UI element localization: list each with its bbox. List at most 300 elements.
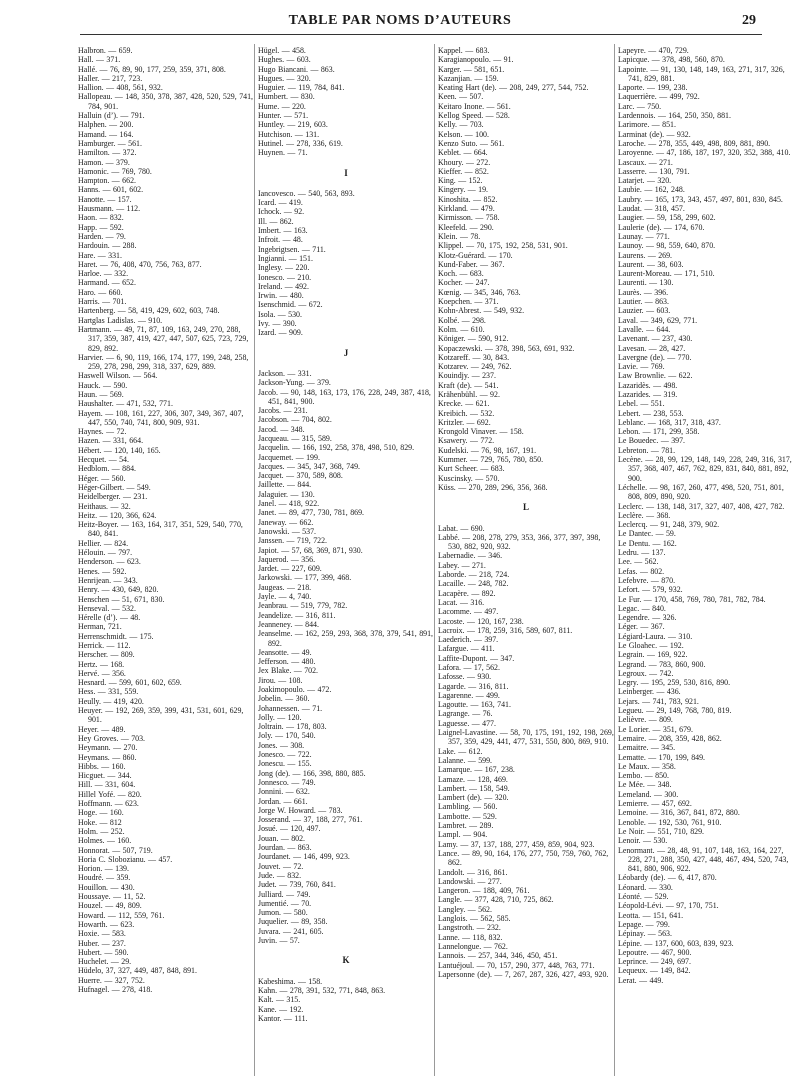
index-entry: Labbé. — 208, 278, 279, 353, 366, 377, 397, 398, 530, 882, 920, 932.	[438, 532, 601, 552]
index-entry: Henschen — 51, 671, 830.	[78, 594, 165, 604]
index-entry: Judet. — 739, 760, 841.	[258, 880, 336, 890]
index-entry: Lepoutre. — 467, 900.	[618, 947, 692, 957]
index-entry: Horia C. Slobozianu. — 457.	[78, 854, 173, 864]
index-entry: Leprince. — 249, 697.	[618, 957, 691, 967]
index-entry: Houillon. — 430.	[78, 882, 135, 892]
page-header	[0, 0, 800, 40]
index-entry: Hecquet. — 54.	[78, 455, 129, 465]
index-entry: Hallion. — 408, 561, 932.	[78, 83, 163, 93]
index-entry: Kœnig. — 345, 346, 763.	[438, 287, 521, 297]
index-entry: Landolt. — 316, 861.	[438, 867, 508, 877]
index-entry: Kappel. — 683.	[438, 46, 490, 55]
index-entry: Kuscinsky. — 570.	[438, 473, 500, 483]
index-entry: Horion. — 139.	[78, 864, 129, 874]
index-entry: Isola. — 530.	[258, 309, 302, 319]
index-entry: Jumentié. — 70.	[258, 898, 312, 908]
index-entry: Lavesan. — 28, 427.	[618, 343, 686, 353]
index-entry: Langlois. — 562, 585.	[438, 914, 511, 924]
index-entry: Kotzareff. — 30, 843.	[438, 352, 510, 362]
index-entry: Henseval. — 532.	[78, 603, 136, 613]
index-entry: Hamand. — 164.	[78, 129, 134, 139]
index-entry: Lépine. — 137, 600, 603, 839, 923.	[618, 938, 734, 948]
index-entry: Hallé. — 76, 89, 90, 177, 259, 359, 371, 808.	[78, 64, 226, 74]
index-entry: Lardennois. — 164, 250, 350, 881.	[618, 111, 731, 121]
index-entry: Le Lorier. — 351, 679.	[618, 724, 693, 734]
index-entry: Laulerie (de). — 174, 670.	[618, 222, 705, 232]
index-entry: Hillel Yofé. — 820.	[78, 789, 142, 799]
index-entry: Lépinay. — 563.	[618, 929, 672, 939]
index-entry: Latarjet. — 320.	[618, 176, 672, 186]
index-entry: Hoffmann. — 623.	[78, 799, 139, 809]
index-entry: Hare. — 331.	[78, 250, 122, 260]
index-entry: Ill. — 862.	[258, 216, 294, 226]
index-entry: Lemierre. — 457, 692.	[618, 799, 692, 809]
index-entry: Lazaridès. — 498.	[618, 380, 678, 390]
index-entry: Kritzler. — 692.	[438, 417, 491, 427]
index-entry: Lance. — 89, 90, 164, 176, 277, 750, 759, 760, 762, 862.	[438, 848, 609, 868]
index-entry: Hauck. — 590.	[78, 380, 128, 390]
index-entry: Laroyenne. — 47, 186, 187, 197, 320, 352, 388, 410.	[618, 148, 791, 158]
index-entry: Keen. — 507.	[438, 92, 484, 102]
index-entry: Lacat. — 316.	[438, 597, 485, 607]
index-entry: Leinberger. — 436.	[618, 687, 681, 697]
index-entry: Hüdelo, 37, 327, 449, 487, 848, 891.	[78, 966, 197, 976]
index-entry: Huerre. — 327, 752.	[78, 975, 145, 985]
index-entry: Kahn. — 278, 391, 532, 771, 848, 863.	[258, 985, 386, 995]
index-entry: Lamarque. — 167, 238.	[438, 765, 515, 775]
index-entry: Hazen. — 331, 664.	[78, 436, 144, 446]
index-entry: Heymann. — 270.	[78, 743, 138, 753]
index-entry: Hébert. — 120, 140, 165.	[78, 445, 161, 455]
index-entry: Lanne. — 118, 832.	[438, 932, 503, 942]
index-entry: Léonard. — 330.	[618, 882, 673, 892]
index-entry: Krongold Vinaver. — 158.	[438, 427, 524, 437]
index-entry: Lacaille. — 248, 782.	[438, 579, 509, 589]
index-entry: Hutchison. — 131.	[258, 129, 320, 139]
index-entry: Labernadie. — 346.	[438, 551, 503, 561]
index-entry: Laffite-Dupont. — 347.	[438, 653, 515, 663]
index-entry: Laporte. — 199, 238.	[618, 83, 688, 93]
index-entry: Houdré. — 359.	[78, 873, 131, 883]
index-entry: King. — 152.	[438, 176, 483, 186]
index-entry: Kocher. — 247.	[438, 278, 490, 288]
index-entry: Henrijean. — 343.	[78, 575, 138, 585]
index-entry: Ingebrigtsen. — 711.	[258, 244, 326, 254]
index-entry: Huntley. — 219, 603.	[258, 120, 328, 130]
index-entry: Jordan. — 661.	[258, 796, 308, 806]
index-entry: Jonnini. — 632.	[258, 787, 310, 797]
index-entry: Haun. — 569.	[78, 389, 124, 399]
index-entry: Henes. — 592.	[78, 566, 127, 576]
index-entry: Hoxie. — 583.	[78, 929, 126, 939]
index-entry: Kund-Faber. — 367.	[438, 259, 505, 269]
index-entry: Kane. — 192.	[258, 1004, 304, 1014]
index-entry: Héger. — 560.	[78, 473, 126, 483]
column-divider	[254, 44, 255, 1076]
index-entry: Larc. — 750.	[618, 101, 662, 111]
page-number: 29	[742, 13, 756, 28]
index-entry: Harden. — 79.	[78, 231, 126, 241]
index-entry: Jourdan. — 863.	[258, 843, 312, 853]
index-entry: Hausmann. — 112.	[78, 204, 141, 214]
index-entry: Jeansotte. — 49.	[258, 647, 312, 657]
index-entry: Joakimopoulo. — 472.	[258, 685, 332, 694]
index-entry: Hicguet. — 344.	[78, 771, 132, 781]
index-entry: Kopaczewski. — 378, 398, 563, 691, 932.	[438, 343, 575, 353]
index-entry: Jorge W. Howard. — 783.	[258, 805, 343, 815]
index-entry: Lebon. — 171, 299, 358.	[618, 427, 700, 437]
index-entry: Lematte. — 170, 199, 849.	[618, 752, 706, 762]
index-column-4	[618, 46, 796, 1076]
index-entry: Houzel. — 49, 809.	[78, 901, 142, 911]
index-entry: Hanotte. — 157.	[78, 194, 132, 204]
index-entry: Le Fur. — 170, 458, 769, 780, 781, 782, 784.	[618, 594, 766, 604]
index-entry: Küss. — 270, 289, 296, 356, 368.	[438, 482, 548, 492]
index-entry: Lascaux. — 271.	[618, 157, 673, 167]
index-entry: Hampton. — 662.	[78, 176, 136, 186]
index-entry: Harmand. — 652.	[78, 278, 136, 288]
index-entry: Humbert. — 830.	[258, 92, 315, 102]
index-entry: Le Mée. — 348.	[618, 780, 672, 790]
index-entry: Janowski. — 537.	[258, 526, 316, 536]
index-entry: Ksawery. — 772.	[438, 436, 495, 446]
column-divider	[434, 44, 435, 1076]
index-entry: Lannelongue. — 762.	[438, 941, 508, 951]
index-entry: Landowski. — 277.	[438, 876, 502, 886]
index-entry: Lampl. — 904.	[438, 830, 488, 840]
index-entry: Hervé. — 356.	[78, 668, 126, 678]
section-letter: I	[344, 167, 348, 178]
index-entry: Lagrange. — 76.	[438, 709, 493, 719]
index-entry: Kabeshima. — 158.	[258, 976, 323, 986]
index-entry: Lake. — 612.	[438, 746, 483, 756]
index-entry: Jaquerod. — 356.	[258, 554, 316, 564]
index-entry: Kolbé. — 298.	[438, 315, 486, 325]
index-entry: Lembo. — 850.	[618, 771, 669, 781]
index-entry: Laval. — 349, 629, 771.	[618, 315, 698, 325]
index-entry: Launoy. — 98, 559, 640, 870.	[618, 241, 716, 251]
index-entry: Janssen. — 719, 722.	[258, 536, 328, 546]
index-entry: Laederich. — 397.	[438, 635, 499, 645]
index-entry: Howard. — 112, 559, 761.	[78, 910, 165, 920]
section-letter: L	[522, 502, 529, 513]
index-entry: Lafora. — 17, 562.	[438, 663, 500, 672]
index-entry: Lebel. — 551.	[618, 399, 665, 409]
index-entry: Lasserre. — 130, 791.	[618, 166, 690, 176]
index-entry: Lecène. — 28, 99, 129, 148, 149, 228, 249, 316, 317, 357, 368, 407, 467, 762, 829, 831, 840, 881, 892, 900.	[618, 455, 792, 483]
index-entry: Léonté. — 529.	[618, 892, 669, 902]
index-entry: Lenormant. — 28, 48, 91, 107, 148, 163, 164, 227, 228, 271, 288, 350, 427, 448, 467, 494, 520, 743, 841, 880, 906, 922.	[618, 845, 789, 874]
index-entry: Hubert. — 590.	[78, 947, 129, 957]
index-entry: Langeron. — 188, 409, 761.	[438, 886, 530, 896]
index-entry: Law Brownlie. — 622.	[618, 371, 693, 381]
index-entry: Halphen. — 200.	[78, 120, 134, 130]
index-entry: Jirou. — 108.	[258, 675, 303, 685]
index-entry: Kelly. — 703.	[438, 120, 484, 130]
index-entry: Juquelier. — 89, 358.	[258, 917, 328, 927]
index-entry: Koepchen. — 371.	[438, 297, 499, 307]
index-entry: Haon. — 832.	[78, 213, 124, 223]
index-entry: Koch. — 683.	[438, 269, 484, 279]
index-entry: Ledru. — 137.	[618, 548, 666, 558]
index-entry: Jobelin. — 360.	[258, 694, 310, 704]
index-entry: Hughes. — 603.	[258, 55, 311, 65]
index-entry: Karger. — 581, 651.	[438, 64, 505, 74]
index-entry: Jaugeas. — 218.	[258, 582, 312, 592]
index-entry: Lemaire. — 208, 359, 428, 862.	[618, 733, 722, 743]
index-entry: Klippel. — 70, 175, 192, 258, 531, 901.	[438, 241, 568, 251]
index-entry: Jaillette. — 844.	[258, 480, 312, 490]
index-entry: Jalaguier. — 130.	[258, 489, 315, 499]
index-entry: Langle. — 377, 428, 710, 725, 862.	[438, 895, 554, 905]
index-entry: Howarth. — 623.	[78, 919, 135, 929]
index-entry: Henderson. — 623.	[78, 557, 141, 567]
index-entry: Lamaze. — 128, 469.	[438, 774, 508, 784]
index-entry: Haret. — 76, 408, 470, 756, 763, 877.	[78, 259, 202, 269]
index-entry: Lambret. — 289.	[438, 821, 494, 831]
index-entry: Imbert. — 163.	[258, 226, 308, 236]
index-entry: Kouindjy. — 237.	[438, 371, 496, 381]
index-entry: Laurenti. — 130.	[618, 278, 674, 288]
index-entry: Hufnagel. — 278, 418.	[78, 984, 153, 994]
index-entry: Kalt. — 315.	[258, 995, 301, 1005]
index-entry: Lelièvre. — 809.	[618, 715, 673, 725]
index-entry: Henry. — 430, 649, 820.	[78, 585, 159, 595]
index-entry: Langstroth. — 232.	[438, 923, 501, 933]
index-entry: Langley. — 562.	[438, 904, 492, 914]
index-entry: Jouvet. — 72.	[258, 861, 304, 871]
index-entry: Lebert. — 238, 553.	[618, 408, 684, 418]
index-entry: Lacroix. — 178, 259, 316, 589, 607, 811.	[438, 625, 573, 635]
index-entry: Herman, 721.	[78, 622, 122, 632]
index-entry: Lavergne (de). — 770.	[618, 352, 692, 362]
index-entry: Jacques. — 345, 347, 368, 749.	[258, 461, 360, 471]
index-entry: Jex Blake. — 702.	[258, 666, 319, 676]
index-entry: Ionesco. — 210.	[258, 272, 312, 282]
index-entry: Hesnard. — 599, 601, 602, 659.	[78, 678, 182, 688]
index-entry: Kurt Scheer. — 683.	[438, 464, 505, 474]
index-entry: Jonnesco. — 749.	[258, 777, 316, 787]
index-entry: Lapicque. — 378, 498, 560, 870.	[618, 55, 725, 65]
index-entry: Laurens. — 269.	[618, 250, 673, 260]
index-entry: Hoke. — 812	[78, 817, 122, 827]
index-entry: Lautier. — 863.	[618, 297, 669, 307]
index-entry: Krecke. — 621.	[438, 399, 490, 409]
index-entry: Heully. — 419, 420.	[78, 696, 144, 706]
index-entry: Jonesco. — 722.	[258, 750, 312, 760]
index-entry: Lebreton. — 781.	[618, 445, 676, 455]
index-entry: Lambotte. — 529.	[438, 811, 497, 821]
index-entry: Jourdanet. — 146, 499, 923.	[258, 852, 350, 862]
index-entry: Haro. — 660.	[78, 287, 123, 297]
index-entry: Iancovesco. — 540, 563, 893.	[258, 188, 355, 198]
index-entry: Hayem. — 108, 161, 227, 306, 307, 349, 367, 407, 447, 550, 740, 741, 800, 909, 931.	[78, 408, 244, 427]
index-entry: Le Dantec. — 59.	[618, 529, 676, 539]
index-entry: Laubie. — 162, 248.	[618, 185, 685, 195]
index-entry: Laubry. — 165, 173, 343, 457, 497, 801, 830, 845.	[618, 194, 783, 204]
column-divider	[614, 44, 615, 1076]
index-entry: Lavenant. — 237, 430.	[618, 334, 693, 344]
index-entry: Lavalle. — 644.	[618, 324, 671, 334]
index-entry: Heuyer. — 192, 269, 359, 399, 431, 531, 601, 629, 901.	[78, 706, 244, 725]
index-entry: Leclère. — 368.	[618, 510, 671, 520]
index-entry: Haswell Wilson. — 564.	[78, 371, 158, 381]
index-entry: Lapeyre. — 470, 729.	[618, 46, 689, 55]
index-entry: Ingianni. — 151.	[258, 253, 313, 263]
index-column-1	[78, 46, 254, 1076]
index-entry: Ichock. — 92.	[258, 207, 305, 217]
index-entry: Larimore. — 851.	[618, 120, 676, 130]
index-entry: Lamy. — 37, 137, 188, 277, 459, 859, 904, 923.	[438, 839, 595, 849]
index-entry: Lavie. — 769.	[618, 362, 665, 372]
index-entry: Ireland. — 492.	[258, 281, 309, 291]
index-entry: Legroux. — 742.	[618, 668, 674, 678]
index-entry: Leotta. — 151, 641.	[618, 910, 684, 920]
index-entry: Lenoble. — 192, 530, 761, 910.	[618, 817, 722, 827]
index-entry: Jacqueau. — 315, 589.	[258, 433, 332, 443]
index-entry: Laurès. — 396.	[618, 287, 669, 297]
index-entry: Larminat (de). — 932.	[618, 129, 691, 139]
index-entry: Lemaitre. — 345.	[618, 743, 676, 753]
index-entry: Kelson. — 100.	[438, 129, 489, 139]
index-entry: Huber. — 237.	[78, 938, 126, 948]
index-entry: Hérelle (d’). — 48.	[78, 613, 141, 623]
index-entry: Hellier. — 824.	[78, 538, 129, 548]
index-entry: Léger. — 367.	[618, 622, 665, 632]
index-entry: Khoury. — 272.	[438, 157, 491, 167]
index-entry: Herrenschmidt. — 175.	[78, 631, 154, 641]
index-entry: Inglesy. — 220.	[258, 263, 310, 273]
index-entry: Herscher. — 809.	[78, 650, 135, 660]
index-entry: Lacomme. — 497.	[438, 607, 499, 617]
index-entry: Laugier. — 59, 158, 299, 602.	[618, 213, 716, 223]
index-entry: Lee. — 562.	[618, 557, 659, 567]
index-entry: Laroche. — 278, 355, 449, 498, 809, 881, 890.	[618, 138, 771, 148]
index-entry: Hartmann. — 49, 71, 87, 109, 163, 249, 270, 288, 317, 359, 387, 419, 427, 447, 507, 625, 723, 729, 829, 892.	[78, 324, 249, 353]
index-entry: Huguier. — 119, 784, 841.	[258, 83, 345, 93]
index-entry: Jeandelize. — 316, 811.	[258, 610, 336, 620]
index-entry: Hibbs. — 160.	[78, 761, 126, 771]
index-entry: Legry. — 195, 259, 530, 816, 890.	[618, 678, 731, 688]
index-entry: Lagarde. — 316, 811.	[438, 681, 509, 691]
index-entry: Kolm. — 610.	[438, 324, 485, 334]
index-entry: Kinoshita. — 852.	[438, 194, 498, 204]
index-entry: Juvara. — 241, 605.	[258, 926, 324, 936]
index-entry: Isenschmid. — 672.	[258, 300, 323, 310]
index-entry: Hugo Biancani. — 863.	[258, 64, 335, 74]
section-letter: J	[343, 347, 349, 358]
index-entry: Hamilton. — 372.	[78, 148, 137, 158]
index-entry: Lacoste. — 120, 167, 238.	[438, 616, 524, 626]
index-entry: Lafargue. — 411.	[438, 644, 495, 654]
index-entry: Jeanneney. — 844.	[258, 619, 319, 629]
index-entry: Léchelle. — 98, 167, 260, 477, 498, 520, 751, 801, 808, 809, 890, 920.	[618, 482, 784, 502]
index-entry: Lagoutte. — 163, 741.	[438, 700, 511, 710]
index-entry: Le Maux. — 358.	[618, 761, 676, 771]
index-entry: Harloe. — 332.	[78, 269, 129, 279]
index-entry: Lauzier. — 603.	[618, 306, 671, 316]
index-entry: Léopold-Lévi. — 97, 170, 751.	[618, 901, 719, 911]
index-entry: Johannessen. — 71.	[258, 703, 323, 713]
index-entry: Lantuéjoul. — 70, 157, 290, 377, 448, 763, 771.	[438, 960, 595, 970]
index-entry: Lepage. — 799.	[618, 919, 670, 929]
index-entry: Laignel-Lavastine. — 58, 70, 175, 191, 192, 198, 269, 357, 359, 429, 441, 477, 531, 550, 800, 869, 910.	[438, 728, 614, 747]
index-entry: Heidelberger. — 231.	[78, 492, 148, 502]
index-entry: Kraft (de). — 541.	[438, 380, 499, 390]
running-title: TABLE PAR NOMS D’AUTEURS	[288, 13, 512, 28]
index-entry: Jouan. — 802.	[258, 833, 306, 843]
index-entry: Lejars. — 741, 783, 921.	[618, 696, 699, 706]
index-entry: Jackson-Yung. — 379.	[258, 378, 331, 388]
index-entry: Lacapère. — 892.	[438, 588, 496, 598]
index-entry: Heithaus. — 32.	[78, 501, 131, 511]
index-entry: Laquerrière. — 499, 792.	[618, 92, 700, 102]
index-entry: Kummer. — 729, 765, 780, 850.	[438, 455, 544, 465]
index-entry: Haushalter. — 471, 532, 771.	[78, 399, 173, 409]
index-entry: Jolly. — 120.	[258, 712, 302, 722]
index-entry: Hume. — 220.	[258, 101, 306, 111]
index-entry: Haynes. — 72.	[78, 427, 127, 437]
index-entry: Krähenbühl. — 92.	[438, 389, 500, 399]
index-entry: Lemoine. — 316, 367, 841, 872, 880.	[618, 808, 740, 818]
index-entry: Hutinel. — 278, 336, 619.	[258, 138, 343, 148]
index-entry: Le Dentu. — 162.	[618, 538, 677, 548]
index-entry: Jones. — 308.	[258, 740, 305, 750]
index-entry: Labat. — 690.	[438, 523, 485, 533]
index-entry: Hardouin. — 288.	[78, 241, 137, 251]
index-entry: Le Noir. — 551, 710, 829.	[618, 826, 705, 836]
index-entry: Jacquemet. — 199.	[258, 452, 320, 462]
index-entry: Jayle. — 4, 740.	[258, 592, 312, 602]
index-entry: Jefferson. — 480.	[258, 657, 316, 667]
index-entry: Lefas. — 802.	[618, 566, 665, 576]
index-entry: Jacob. — 90, 148, 163, 173, 176, 228, 249, 387, 418, 451, 841, 900.	[258, 387, 431, 406]
index-entry: Hey Groves. — 703.	[78, 733, 146, 743]
index-entry: Jacobson. — 704, 802.	[258, 415, 332, 425]
index-entry: Kieffer. — 852.	[438, 166, 489, 176]
section-letter: K	[342, 955, 350, 966]
index-entry: Hunter. — 571.	[258, 111, 309, 121]
index-entry: Legac. — 840.	[618, 603, 666, 613]
index-column-2	[258, 46, 434, 1076]
index-entry: Karagianopoulo. — 91.	[438, 55, 514, 65]
index-entry: Hess. — 331, 559.	[78, 687, 139, 697]
header-rule	[80, 34, 762, 35]
index-entry: Lapointe. — 91, 130, 148, 149, 163, 271, 317, 326, 741, 829, 881.	[618, 64, 785, 83]
index-entry: Haller. — 217, 723.	[78, 73, 143, 83]
index-entry: Hallopeau. — 148, 350, 378, 387, 428, 520, 529, 741, 784, 901.	[78, 92, 254, 111]
index-entry: Le Gloahec. — 192.	[618, 641, 684, 650]
index-entry: Klotz-Guérard. — 170.	[438, 250, 513, 260]
index-entry: Jackson. — 331.	[258, 368, 312, 378]
index-entry: Leclerc. — 138, 148, 317, 327, 407, 408, 427, 782.	[618, 501, 785, 511]
index-entry: Lequeux. — 149, 842.	[618, 966, 691, 976]
index-entry: Leblanc. — 168, 317, 318, 437.	[618, 417, 721, 427]
index-entry: Jude. — 832.	[258, 870, 302, 880]
index-entry: Janet. — 89, 477, 730, 781, 869.	[258, 508, 365, 518]
index-entry: Herrick. — 112.	[78, 641, 131, 650]
index-entry: Lazarides. — 319.	[618, 389, 678, 399]
index-entry: Jong (de). — 166, 398, 880, 885.	[258, 768, 366, 778]
index-entry: Labey. — 271.	[438, 560, 486, 570]
index-entry: Kotzarev. — 249, 762.	[438, 362, 512, 372]
index-entry: Joly. — 170, 540.	[258, 731, 316, 741]
index-entry: Holmes. — 160.	[78, 836, 132, 846]
index-entry: Kantor. — 111.	[258, 1013, 308, 1023]
index-entry: Lemeland. — 300.	[618, 789, 679, 799]
index-entry: Heyer. — 489.	[78, 724, 126, 734]
index-entry: Hélouin. — 797.	[78, 548, 133, 558]
